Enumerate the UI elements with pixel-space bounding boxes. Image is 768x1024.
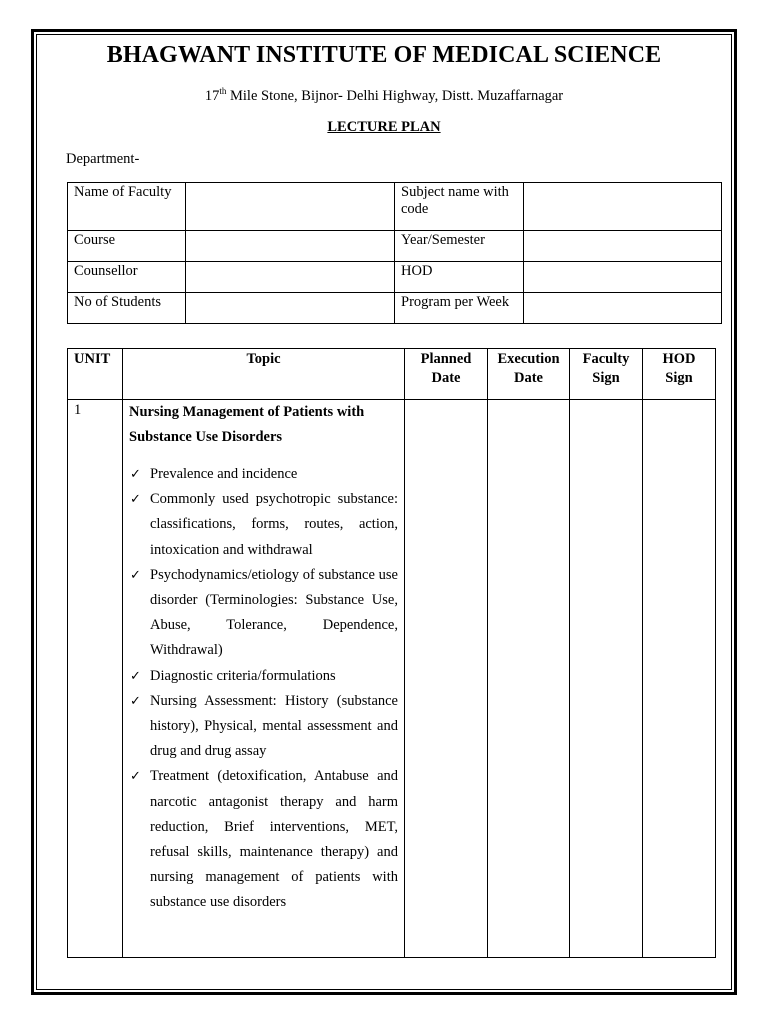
label-no-of-students: No of Students bbox=[68, 293, 186, 324]
address-ordinal: th bbox=[219, 86, 227, 96]
faculty-sign-cell[interactable] bbox=[570, 400, 643, 958]
list-item bbox=[129, 764, 398, 915]
value-no-of-students[interactable] bbox=[186, 293, 395, 324]
list-item bbox=[129, 462, 398, 487]
value-name-of-faculty[interactable] bbox=[186, 183, 395, 231]
header-planned-date: Planned Date bbox=[405, 349, 488, 400]
value-hod[interactable] bbox=[524, 262, 722, 293]
value-counsellor[interactable] bbox=[186, 262, 395, 293]
faculty-info-table bbox=[67, 182, 722, 324]
check-mark-icon: ✓ bbox=[130, 567, 141, 583]
point-text: Prevalence and incidence bbox=[150, 466, 298, 482]
execution-date-cell[interactable] bbox=[488, 400, 570, 958]
planned-date-cell[interactable] bbox=[405, 400, 488, 958]
check-mark-icon: ✓ bbox=[130, 668, 141, 684]
label-program-per-week: Program per Week bbox=[395, 293, 524, 324]
list-item bbox=[129, 487, 398, 563]
hod-sign-cell[interactable] bbox=[643, 400, 716, 958]
point-text: Commonly used psychotropic substance: classifications, forms, routes, action, intoxication and withdrawal bbox=[150, 491, 398, 558]
list-item bbox=[129, 689, 398, 765]
address-number: 17 bbox=[204, 88, 220, 104]
plan-header-row bbox=[68, 349, 716, 400]
topic-points-list bbox=[129, 462, 398, 916]
check-mark-icon: ✓ bbox=[130, 467, 141, 482]
lecture-plan-heading: LECTURE PLAN bbox=[327, 119, 441, 135]
address-text: Mile Stone, Bijnor- Delhi Highway, Distt. Muzaffarnagar bbox=[226, 88, 564, 104]
label-counsellor: Counsellor bbox=[68, 262, 186, 293]
topic-title: Nursing Management of Patients with Substance Use Disorders bbox=[129, 404, 365, 445]
table-row bbox=[68, 400, 716, 958]
unit-number: 1 bbox=[68, 400, 123, 958]
lecture-plan-table bbox=[67, 348, 716, 958]
header-unit: UNIT bbox=[68, 349, 123, 400]
check-mark-icon: ✓ bbox=[130, 693, 141, 709]
value-subject-name[interactable] bbox=[524, 183, 722, 231]
header-hod-sign: HOD Sign bbox=[643, 349, 716, 400]
list-item bbox=[129, 664, 398, 689]
point-text: Psychodynamics/etiology of substance use disorder (Terminologies: Substance Use, Abuse, Tolerance, Dependence, Withdrawal) bbox=[150, 566, 398, 659]
info-row-counsellor bbox=[68, 262, 722, 293]
info-row-faculty bbox=[68, 183, 722, 231]
info-row-students bbox=[68, 293, 722, 324]
label-hod: HOD bbox=[395, 262, 524, 293]
label-subject-name: Subject name with code bbox=[395, 183, 524, 231]
header-faculty-sign: Faculty Sign bbox=[570, 349, 643, 400]
institute-title: BHAGWANT INSTITUTE OF MEDICAL SCIENCE bbox=[106, 42, 662, 68]
check-mark-icon: ✓ bbox=[130, 769, 141, 785]
point-text: Treatment (detoxification, Antabuse and narcotic antagonist therapy and harm reduction, Brief interventions, MET, refusal skills, maintenance therapy) and nursing management of patients with substance use disorders bbox=[150, 768, 398, 911]
label-name-of-faculty: Name of Faculty bbox=[68, 183, 186, 231]
header-execution-date: Execution Date bbox=[488, 349, 570, 400]
label-course: Course bbox=[68, 231, 186, 262]
department-label: Department- bbox=[66, 151, 140, 167]
point-text: Nursing Assessment: History (substance history), Physical, mental assessment and drug and drug assay bbox=[150, 692, 398, 760]
list-item bbox=[129, 563, 398, 664]
value-program-per-week[interactable] bbox=[524, 293, 722, 324]
label-year-semester: Year/Semester bbox=[395, 231, 524, 262]
topic-cell bbox=[123, 400, 405, 958]
check-mark-icon: ✓ bbox=[130, 492, 141, 508]
value-year-semester[interactable] bbox=[524, 231, 722, 262]
point-text: Diagnostic criteria/formulations bbox=[150, 667, 336, 684]
info-row-course bbox=[68, 231, 722, 262]
header-topic: Topic bbox=[123, 349, 405, 400]
value-course[interactable] bbox=[186, 231, 395, 262]
institute-address bbox=[36, 88, 732, 105]
